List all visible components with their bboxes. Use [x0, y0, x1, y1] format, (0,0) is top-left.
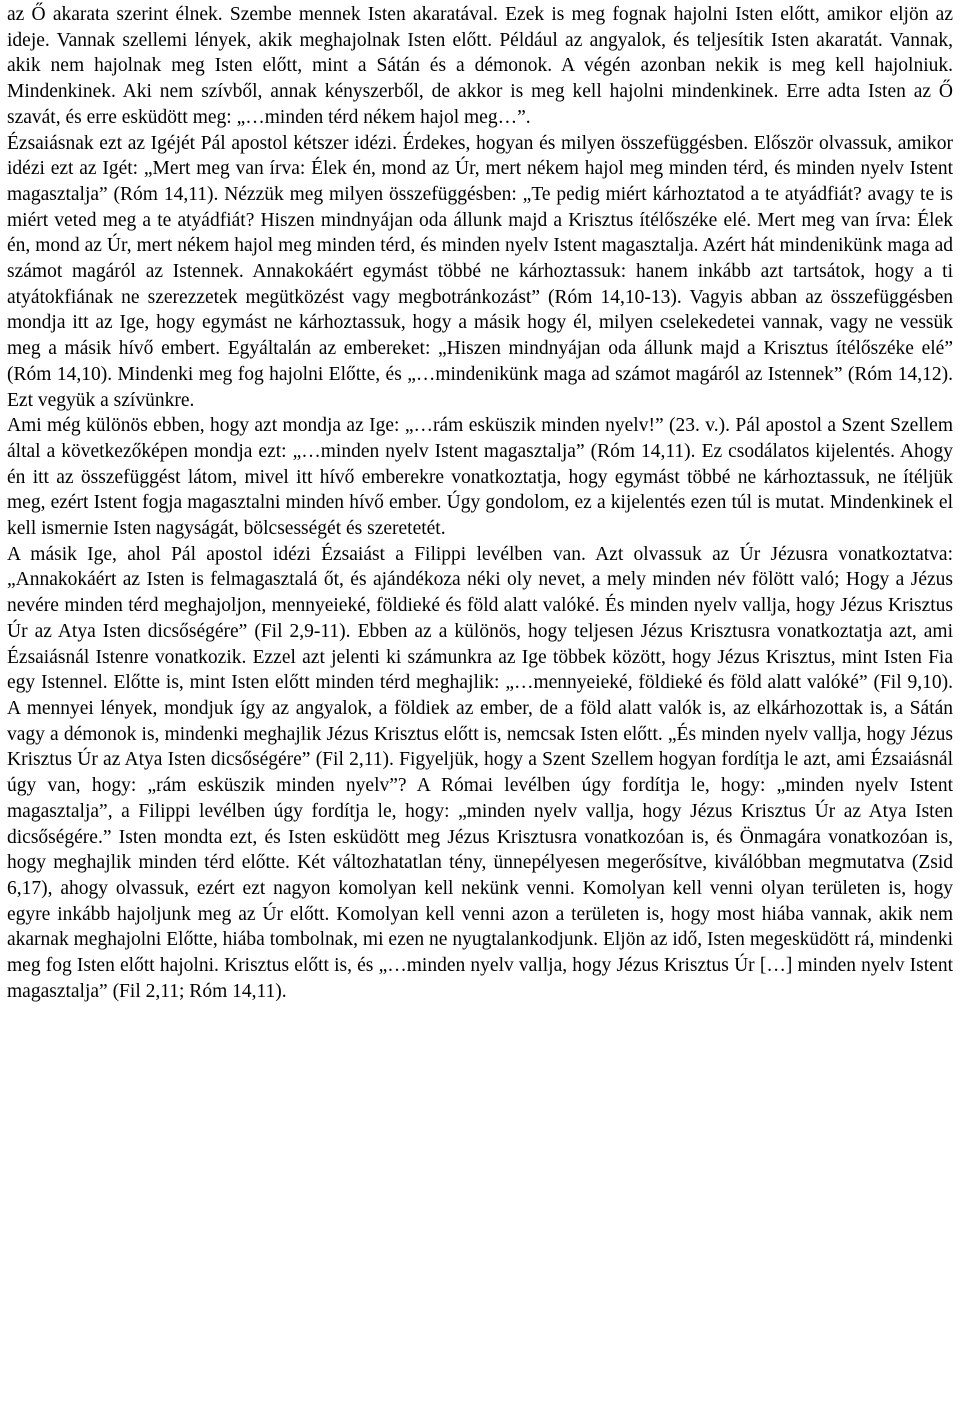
- paragraph-2: Ézsaiásnak ezt az Igéjét Pál apostol kétszer idézi. Érdekes, hogyan és milyen összefüggésben. Először olvassuk, amikor idézi ezt az Igét: „Mert meg van írva: Élek én, mond az Úr, mert nékem hajol meg minden térd, és minden nyelv Istent magasztalja” (Róm 14,11). Nézzük meg milyen összefüggésben: „Te pedig miért kárhoztatod a te atyádfiát? avagy te is miért veted meg a te atyádfiát? Hiszen mindnyájan oda állunk majd a Krisztus ítélőszéke elé. Mert meg van írva: Élek én, mond az Úr, mert nékem hajol meg minden térd, és minden nyelv Istent magasztalja. Azért hát mindenikünk maga ad számot magáról az Istennek. Annakokáért egymást többé ne kárhoztassuk: hanem inkább azt tartsátok, hogy a ti atyátokfiának ne szerezzetek megütközést vagy megbotránkozást” (Róm 14,10-13). Vagyis abban az összefüggésben mondja itt az Ige, hogy egymást ne kárhoztassuk, hogy a másik hogy él, milyen cselekedetei vannak, vagy ne vessük meg a másik hívő embert. Egyáltalán az embereket: „Hiszen mindnyájan oda állunk majd a Krisztus ítélőszéke elé” (Róm 14,10). Mindenki meg fog hajolni Előtte, és „…mindenikünk maga ad számot magáról az Istennek” (Róm 14,12). Ezt vegyük a szívünkre.: [7, 132, 953, 411]
- paragraph-4: A másik Ige, ahol Pál apostol idézi Ézsaiást a Filippi levélben van. Azt olvassuk az Úr Jézusra vonatkoztatva: „Annakokáért az Isten is felmagasztalá őt, és ajándékoza néki oly nevet, a mely minden név fölött való; Hogy a Jézus nevére minden térd meghajoljon, mennyeieké, földieké és föld alatt valóké. És minden nyelv vallja, hogy Jézus Krisztus Úr az Atya Isten dicsőségére” (Fil 2,9-11). Ebben az a különös, hogy teljesen Jézus Krisztusra vonatkoztatja azt, ami Ézsaiásnál Istenre vonatkozik. Ezzel azt jelenti ki számunkra az Ige többek között, hogy Jézus Krisztus, mint Isten Fia egy Istennel. Előtte is, mint Isten előtt minden térd meghajlik: „…mennyeieké, földieké és föld alatt valóké” (Fil 9,10). A mennyei lények, mondjuk így az angyalok, a földiek az ember, de a föld alatt valók is, az elkárhozottak is, a Sátán vagy a démonok is, mindenki meghajlik Jézus Krisztus előtt is, nemcsak Isten előtt. „És minden nyelv vallja, hogy Jézus Krisztus Úr az Atya Isten dicsőségére” (Fil 2,11). Figyeljük, hogy a Szent Szellem hogyan fordítja le azt, ami Ézsaiásnál úgy van, hogy: „rám esküszik minden nyelv”? A Római levélben úgy fordítja le, hogy: „minden nyelv Istent magasztalja”, a Filippi levélben úgy fordítja le, hogy: „minden nyelv vallja, hogy Jézus Krisztus Úr az Atya Isten dicsőségére.” Isten mondta ezt, és Isten esküdött meg Jézus Krisztusra vonatkozóan is, és Önmagára vonatkozóan is, hogy meghajlik minden térd előtte. Két változhatatlan tény, ünnepélyesen megerősítve, kiválóbban megmutatva (Zsid 6,17), ahogy olvassuk, ezért ezt nagyon komolyan kell nekünk venni. Komolyan kell venni olyan területen is, hogy egyre inkább hajoljunk meg az Úr előtt. Komolyan kell venni azon a területen is, hogy most hiába vannak, akik nem akarnak meghajolni Előtte, hiába tombolnak, mi ezen ne nyugtalankodjunk. Eljön az idő, Isten megesküdött rá, mindenki meg fog Isten előtt hajolni. Krisztus előtt is, és „…minden nyelv vallja, hogy Jézus Krisztus Úr […] minden nyelv Istent magasztalja” (Fil 2,11; Róm 14,11).: [7, 543, 953, 1002]
- paragraph-3: Ami még különös ebben, hogy azt mondja az Ige: „…rám esküszik minden nyelv!” (23. v.). Pál apostol a Szent Szellem által a következőképen mondja ezt: „…minden nyelv Istent magasztalja” (Róm 14,11). Ez csodálatos kijelentés. Ahogy én itt az összefüggést látom, mivel itt hívő emberekre vonatkoztatja, hogy egymást többé ne kárhoztassuk, ne ítéljük meg, ezért Istent fogja magasztalni minden hívő ember. Úgy gondolom, ez a kijelentés ezen túl is mutat. Mindenkinek el kell ismernie Isten nagyságát, bölcsességét és szeretetét.: [7, 415, 953, 540]
- paragraph-1: az Ő akarata szerint élnek. Szembe mennek Isten akaratával. Ezek is meg fognak hajolni Isten előtt, amikor eljön az ideje. Vannak szellemi lények, akik meghajolnak Isten előtt. Például az angyalok, és teljesítik Isten akaratát. Vannak, akik nem hajolnak meg Isten előtt, mint a Sátán és a démonok. A végén azonban nekik is meg kell hajolniuk. Mindenkinek. Aki nem szívből, annak kényszerből, de akkor is meg kell hajolni mindenkinek. Erre adta Isten az Ő szavát, és erre esküdött meg: „…minden térd nékem hajol meg…”.: [7, 4, 953, 128]
